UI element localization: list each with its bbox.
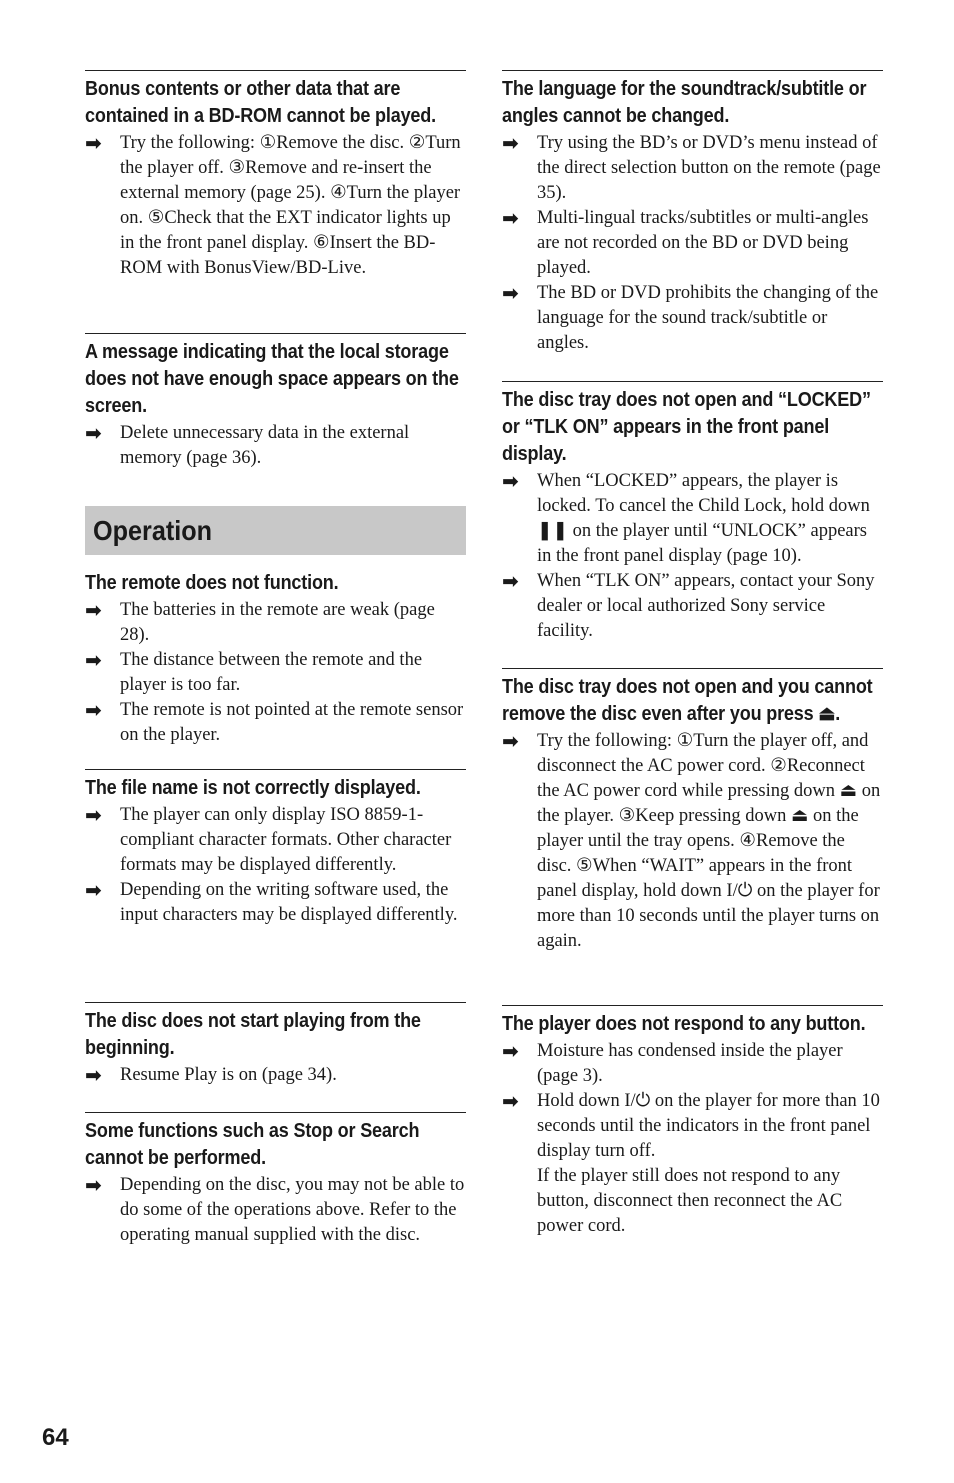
section-heading: The remote does not function. [85,571,339,594]
arrow-right-icon: ➡ [502,469,519,493]
arrow-right-icon: ➡ [85,1173,102,1197]
list-item: ➡ The player can only display ISO 8859-1-compliant character formats. Other character formats may be displayed differently. [85,803,452,875]
arrow-right-icon: ➡ [85,598,102,622]
arrow-right-icon: ➡ [502,1089,519,1113]
list-item: ➡ The remote is not pointed at the remote sensor on the player. [85,698,464,745]
arrow-right-icon: ➡ [85,698,102,722]
item-list [502,729,883,954]
section-disc-start [85,1002,466,1112]
arrow-right-icon: ➡ [85,803,102,827]
section-tray-remove-disc [502,668,883,1005]
section-local-storage [85,333,466,506]
arrow-right-icon: ➡ [85,648,102,672]
section-file-name [85,769,466,1002]
section-remote [85,555,466,769]
arrow-right-icon: ➡ [85,421,102,445]
section-tray-locked [502,381,883,668]
section-language [502,70,883,381]
arrow-right-icon: ➡ [502,569,519,593]
list-item: ➡ When “LOCKED” appears, the player is locked. To cancel the Child Lock, hold down ❚❚ on the player until “UNLOCK” appears in the front panel display (page 10). [502,469,870,566]
section-stop-search [85,1112,466,1248]
section-heading: The player does not respond to any button. [502,1012,866,1035]
item-list [502,1039,883,1239]
section-heading: The language for the soundtrack/subtitle or angles cannot be changed. [502,77,867,127]
list-item: ➡ Depending on the writing software used, the input characters may be displayed differently. [85,878,458,925]
list-item: ➡ The BD or DVD prohibits the changing of the language for the sound track/subtitle or angles. [502,281,879,353]
section-bonus-contents [85,70,466,333]
right-column [502,70,883,1239]
arrow-right-icon: ➡ [502,131,519,155]
section-no-response [502,1005,883,1239]
list-item: ➡ Try using the BD’s or DVD’s menu instead of the direct selection button on the remote (page 35). [502,131,881,203]
list-item: ➡ Resume Play is on (page 34). [85,1063,337,1087]
list-item: ➡ Try the following: ①Remove the disc. ②Turn the player off. ③Remove and re-insert the external memory (page 25). ④Turn the player on. ⑤Check that the EXT indicator lights up in the front panel display. ⑥Insert the BD-ROM with BonusView/BD-Live. [85,131,461,278]
section-heading: The disc tray does not open and “LOCKED” or “TLK ON” appears in the front panel display. [502,388,871,465]
left-column [85,70,466,1248]
section-heading: The disc tray does not open and you cannot remove the disc even after you press ⏏. [502,675,873,725]
section-heading: Some functions such as Stop or Search cannot be performed. [85,1119,420,1169]
list-item: ➡ The distance between the remote and the player is too far. [85,648,423,695]
arrow-right-icon: ➡ [502,1039,519,1063]
operation-band: Operation [85,506,466,555]
item-list [85,421,466,471]
list-item: ➡ Moisture has condensed inside the player (page 3). [502,1039,843,1086]
list-item: ➡ When “TLK ON” appears, contact your Sony dealer or local authorized Sony service facility. [502,569,875,641]
arrow-right-icon: ➡ [85,131,102,155]
item-list [85,1173,466,1248]
list-item: ➡ Hold down I/⏻ on the player for more than 10 seconds until the indicators in the front panel display turn off. If the player still does not respond to any button, disconnect then reconnect the AC power cord. [502,1089,883,1239]
item-list [85,803,466,928]
list-item: ➡ Try the following: ①Turn the player off, and disconnect the AC power cord. ②Reconnect the AC power cord while pressing down ⏏ on the player. ③Keep pressing down ⏏ on the player until the tray opens. ④Remove the disc. ⑤When “WAIT” appears in the front panel display, hold down I/⏻ on the player for more than 10 seconds until the player turns on again. [502,729,881,951]
item-list [85,131,466,281]
item-list [85,1063,466,1088]
arrow-right-icon: ➡ [502,281,519,305]
arrow-right-icon: ➡ [85,1063,102,1087]
page-number: 64 [42,1424,69,1451]
section-heading: A message indicating that the local storage does not have enough space appears on the screen. [85,340,459,417]
arrow-right-icon: ➡ [85,878,102,902]
list-item: ➡ Depending on the disc, you may not be able to do some of the operations above. Refer to the operating manual supplied with the disc. [85,1173,465,1245]
item-list [502,469,883,644]
section-heading: The file name is not correctly displayed. [85,776,421,799]
list-item: ➡ The batteries in the remote are weak (page 28). [85,598,435,645]
extra-note: If the player still does not respond to any button, disconnect then reconnect the AC power cord. [537,1166,843,1236]
list-item: ➡ Delete unnecessary data in the external memory (page 36). [85,421,410,468]
section-heading: Bonus contents or other data that are contained in a BD-ROM cannot be played. [85,77,436,127]
item-list [502,131,883,356]
arrow-right-icon: ➡ [502,206,519,230]
arrow-right-icon: ➡ [502,729,519,753]
item-list [85,598,466,748]
section-heading: The disc does not start playing from the beginning. [85,1009,421,1059]
list-item: ➡ Multi-lingual tracks/subtitles or multi-angles are not recorded on the BD or DVD being played. [502,206,869,278]
